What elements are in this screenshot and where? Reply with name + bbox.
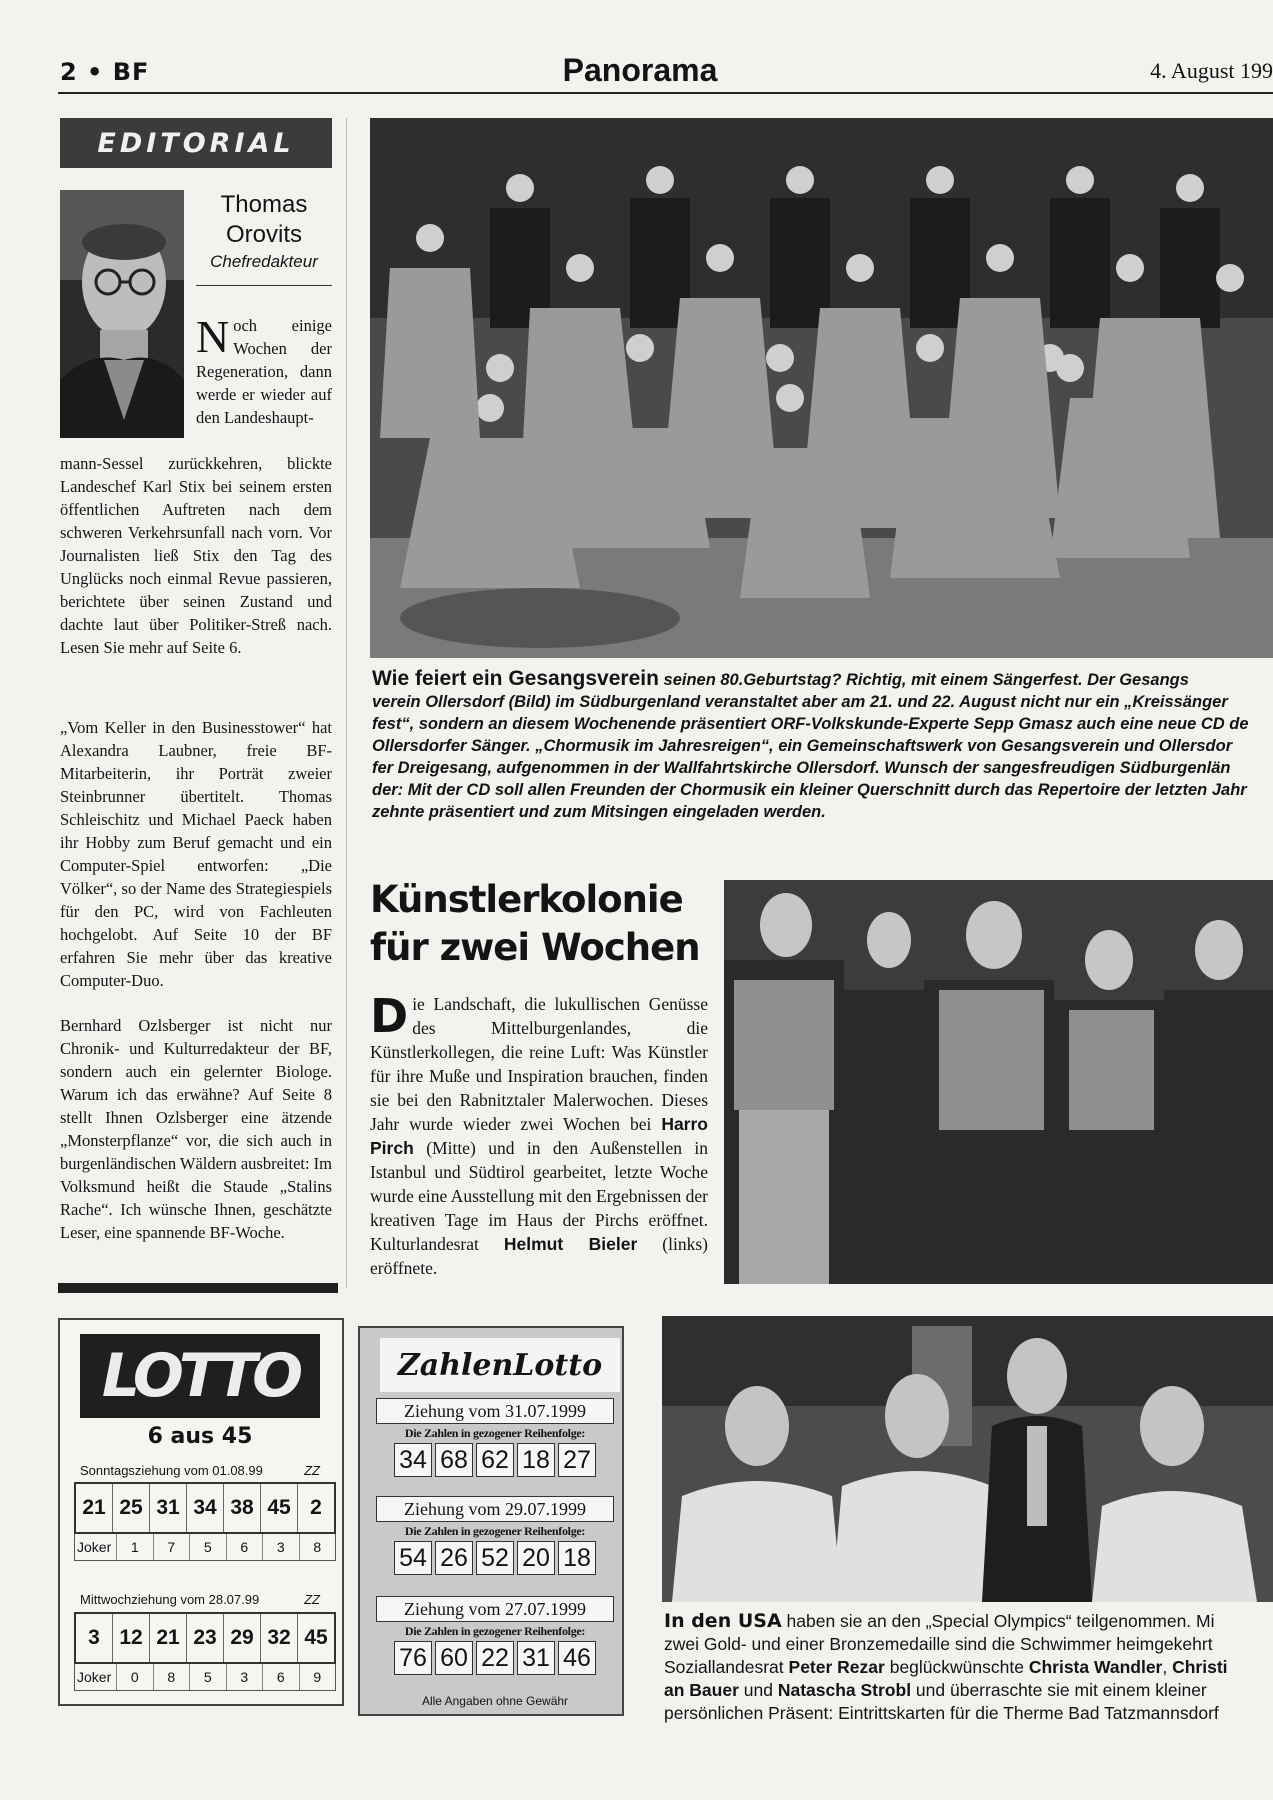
caption-line	[664, 1656, 1273, 1679]
caption-text: Soziallandesrat	[664, 1657, 789, 1677]
zahlenlotto-draw-3	[376, 1596, 614, 1675]
editorial-paragraph-1: mann-Sessel zurückkehren, blickte Landeschef Karl Stix bei seinem ersten öffentlichen Auftreten nach dem schweren Verkehrsunfall nach vorn. Vor Journalisten ließ Stix den Tag des Unglücks noch einmal Revue passieren, berichtete über seinen Zustand und dachte laut über Politiker-Streß nach. Lesen Sie mehr auf Seite 6.	[60, 454, 332, 657]
zahlenlotto-number: 46	[558, 1641, 596, 1675]
joker-label: Joker	[75, 1534, 117, 1560]
zahlenlotto-number: 26	[435, 1541, 473, 1575]
zahlenlotto-logo: ZahlenLotto	[380, 1338, 620, 1392]
joker-digit: 8	[154, 1664, 191, 1690]
editorial-banner: EDITORIAL	[60, 118, 332, 168]
zahlenlotto-order-label: Die Zahlen in gezogener Reihenfolge:	[404, 1624, 586, 1638]
olympics-group-image	[662, 1316, 1273, 1602]
caption-line: Ollersdorfer Sänger. „Chormusik im Jahresreigen“, ein Gemeinschaftswerk von Gesangsverein und Ollersdor	[372, 737, 1233, 755]
editorial-intro	[196, 311, 332, 429]
zahlenlotto-number: 54	[394, 1541, 432, 1575]
person-name: Christa Wandler	[1028, 1657, 1163, 1677]
caption-lead: Wie feiert ein Gesangsverein	[372, 668, 659, 690]
lotto-number: 21	[76, 1484, 113, 1532]
lotto-number: 21	[150, 1614, 187, 1662]
zahlenlotto-order-label: Die Zahlen in gezogener Reihenfolge:	[404, 1524, 586, 1538]
zahlenlotto-number: 60	[435, 1641, 473, 1675]
joker-digit: 1	[117, 1534, 154, 1560]
zahlenlotto-draw-label: Ziehung vom 29.07.1999	[376, 1496, 614, 1522]
olympics-caption	[664, 1610, 1273, 1725]
page-number: 2 • BF	[60, 58, 150, 86]
zahlenlotto-order-label: Die Zahlen in gezogener Reihenfolge:	[404, 1426, 586, 1440]
headline-line-2: für zwei Wochen	[370, 926, 700, 969]
joker-digit: 7	[154, 1534, 191, 1560]
caption-line	[372, 668, 1273, 691]
caption-text: haben sie an den „Special Olympics“ teilgenommen. Mi	[781, 1611, 1215, 1631]
zahlenlotto-number: 68	[435, 1443, 473, 1477]
choir-group-image	[370, 118, 1273, 658]
zahlenlotto-number: 20	[517, 1541, 555, 1575]
zahlenlotto-draw-1	[376, 1398, 614, 1477]
joker-digit: 3	[227, 1664, 264, 1690]
zahlenlotto-number: 18	[558, 1541, 596, 1575]
joker-digit: 8	[313, 1539, 322, 1555]
draw-date: Mittwochziehung vom 28.07.99	[80, 1592, 260, 1607]
editorial-paragraph-2: „Vom Keller in den Businesstower“ hat Alexandra Laubner, freie BF-Mitarbeiterin, ihr Porträt zweier Steinbrunner übertitelt. Thomas Schleischitz und Michael Paeck haben ihr Hobby zum Beruf gemacht und ein Computer-Spiel entworfen: „Die Völker“, so der Name des Strategiespiels für den PC, wird von Fachleuten hochgelobt. Auf Seite 10 der BF erfahren Sie mehr über das kreative Computer-Duo.	[60, 718, 332, 990]
author-rule	[196, 285, 332, 286]
person-name: Christi	[1172, 1657, 1228, 1677]
person-name: Natascha Strobl	[777, 1680, 912, 1700]
zahlenlotto-numbers	[376, 1443, 614, 1477]
zahlenlotto-numbers	[376, 1641, 614, 1675]
zahlenlotto-number: 22	[476, 1641, 514, 1675]
section-title: Panorama	[562, 52, 718, 88]
lotto-number: 25	[113, 1484, 150, 1532]
olympics-photo	[662, 1316, 1273, 1602]
zahlenlotto-number: 18	[517, 1443, 555, 1477]
lotto-number: 31	[150, 1484, 187, 1532]
caption-line: fer Dreigesang, aufgenommen in der Wallfahrtskirche Ollersdorf. Wunsch der sangesfreudigen Südburgenlän	[372, 759, 1231, 777]
lotto-draw-label	[80, 1592, 320, 1607]
artist-text-c: (links) eröffnete.	[370, 1234, 708, 1278]
caption-text: beglückwünschte	[884, 1657, 1029, 1677]
caption-line	[664, 1679, 1273, 1702]
lotto-number: 38	[224, 1484, 261, 1532]
lotto-number: 34	[187, 1484, 224, 1532]
person-name: Peter Rezar	[788, 1657, 885, 1677]
lotto-numbers-row	[74, 1612, 336, 1664]
caption-lead: In den USA	[664, 1610, 782, 1632]
zahlenlotto-number: 27	[558, 1443, 596, 1477]
author-last-name: Orovits	[225, 221, 302, 248]
lotto-draw-1	[74, 1482, 336, 1561]
author-photo	[60, 190, 184, 438]
joker-digit: 5	[190, 1534, 227, 1560]
artist-text-a: ie Landschaft, die lukullischen Genüsse des Mittelburgenlandes, die Künstlerkollegen, die reine Luft: Was Künstler für ihre Muße und Inspiration brauchen, finden sie bei den Rabnitztaler Malerwochen. Dieses Jahr wurde wieder zwei Wochen bei	[370, 994, 708, 1134]
joker-digit: 5	[190, 1664, 227, 1690]
lotto-number: 3	[76, 1614, 113, 1662]
zahlenlotto-numbers	[376, 1541, 614, 1575]
zahlenlotto-number: 76	[394, 1641, 432, 1675]
zahlenlotto-number: 62	[476, 1443, 514, 1477]
person-name: Helmut Bieler	[503, 1234, 638, 1254]
author-role: Chefredakteur	[210, 252, 318, 271]
zz-label: ZZ	[304, 1592, 320, 1607]
joker-row	[74, 1534, 336, 1561]
joker-digit: 6	[227, 1534, 264, 1560]
lotto-zusatzzahl: 2	[310, 1496, 322, 1519]
lotto-number: 29	[224, 1614, 261, 1662]
author-first-name: Thomas	[220, 191, 308, 218]
zahlenlotto-draw-label: Ziehung vom 27.07.1999	[376, 1596, 614, 1622]
zahlenlotto-draw-2	[376, 1496, 614, 1575]
lotto-number: 12	[113, 1614, 150, 1662]
lotto-number: 23	[187, 1614, 224, 1662]
author-portrait-image	[60, 190, 184, 438]
caption-text: ,	[1162, 1657, 1173, 1677]
header-rule	[58, 92, 1273, 94]
zahlenlotto-number: 31	[517, 1641, 555, 1675]
person-name: an Bauer	[664, 1680, 739, 1700]
column-rule	[346, 118, 347, 1288]
person-name: Harro Pirch	[370, 1114, 708, 1158]
zahlenlotto-number: 52	[476, 1541, 514, 1575]
zahlenlotto-draw-label: Ziehung vom 31.07.1999	[376, 1398, 614, 1424]
artist-article	[370, 989, 708, 1280]
joker-digit: 6	[263, 1664, 300, 1690]
lotto-number: 45	[261, 1484, 298, 1532]
lotto-numbers-row	[74, 1482, 336, 1534]
artist-headline	[370, 876, 715, 972]
author-name	[196, 190, 332, 250]
joker-label: Joker	[75, 1664, 117, 1690]
joker-digit: 0	[117, 1664, 154, 1690]
choir-caption	[372, 668, 1273, 823]
caption-line: fest“, sondern an diesem Wochenende präsentiert ORF-Volkskunde-Experte Sepp Gmasz auch eine neue CD de	[372, 715, 1249, 733]
caption-line: der: Mit der CD soll allen Freunden der Chormusik ein kleiner Querschnitt durch das Repertoire der letzten Jahr	[372, 781, 1247, 799]
artists-group-image	[724, 880, 1273, 1284]
caption-line	[664, 1610, 1273, 1633]
lotto-subtitle: 6 aus 45	[147, 1424, 253, 1449]
caption-line: zehnte präsentiert und zum Mitsingen eingeladen werden.	[372, 803, 826, 821]
joker-digit: 3	[263, 1534, 300, 1560]
issue-date: 4. August 199	[1150, 58, 1273, 83]
caption-line: persönlichen Präsent: Eintrittskarten für die Therme Bad Tatzmannsdorf	[664, 1703, 1219, 1723]
editorial-dropcap: N	[196, 311, 230, 362]
lotto-draw-2	[74, 1612, 336, 1691]
lotto-number: 32	[261, 1614, 298, 1662]
zahlenlotto-number: 34	[394, 1443, 432, 1477]
artist-dropcap: D	[370, 989, 409, 1043]
caption-line: zwei Gold- und einer Bronzemedaille sind die Schwimmer heimgekehrt	[664, 1634, 1213, 1654]
zahlenlotto-disclaimer: Alle Angaben ohne Gewähr	[421, 1694, 569, 1708]
lotto-logo: LOTTO	[80, 1334, 320, 1418]
lotto-zusatzzahl: 45	[304, 1626, 328, 1649]
draw-date: Sonntagsziehung vom 01.08.99	[80, 1463, 263, 1478]
caption-text: und	[738, 1680, 778, 1700]
caption-text: und überraschte sie mit einem kleiner	[911, 1680, 1207, 1700]
joker-row	[74, 1664, 336, 1691]
artist-text-b: (Mitte) und in den Außenstellen in Istanbul und Südtirol gearbeitet, letzte Woche wurde eine Ausstellung mit den Ergebnissen der kreativen Tage im Haus der Pirchs eröffnet. Kulturlandesrat	[370, 1138, 708, 1254]
joker-digit: 9	[313, 1669, 322, 1685]
artist-photo	[724, 880, 1273, 1284]
editorial-paragraph-3: Bernhard Ozlsberger ist nicht nur Chronik- und Kulturredakteur der BF, sondern auch ein gelernter Biologe. Warum ich das erwähne? Auf Seite 8 stellt Ihnen Ozlsberger eine ätzende „Monsterpflanze“ vor, die sich auch in burgenländischen Wäldern ausbreitet: Im Volksmund heißt die Staude „Stalins Rache“. Ich wünsche Ihnen, geschätzte Leser, eine spannende BF-Woche.	[60, 1016, 333, 1242]
lotto-draw-label	[80, 1463, 320, 1478]
editorial-intro-text: och einige Wochen der Regeneration, dann werde er wieder auf den Landeshaupt-	[196, 316, 332, 427]
caption-line: verein Ollersdorf (Bild) im Südburgenland veranstaltet aber am 21. und 22. August nicht nur ein „Kreissänger	[372, 693, 1228, 711]
zz-label: ZZ	[304, 1463, 320, 1478]
editorial-end-bar	[58, 1283, 338, 1293]
choir-photo	[370, 118, 1273, 658]
caption-text: seinen 80.Geburtstag? Richtig, mit einem Sängerfest. Der Gesangs	[658, 671, 1189, 689]
headline-line-1: Künstlerkolonie	[370, 878, 683, 921]
